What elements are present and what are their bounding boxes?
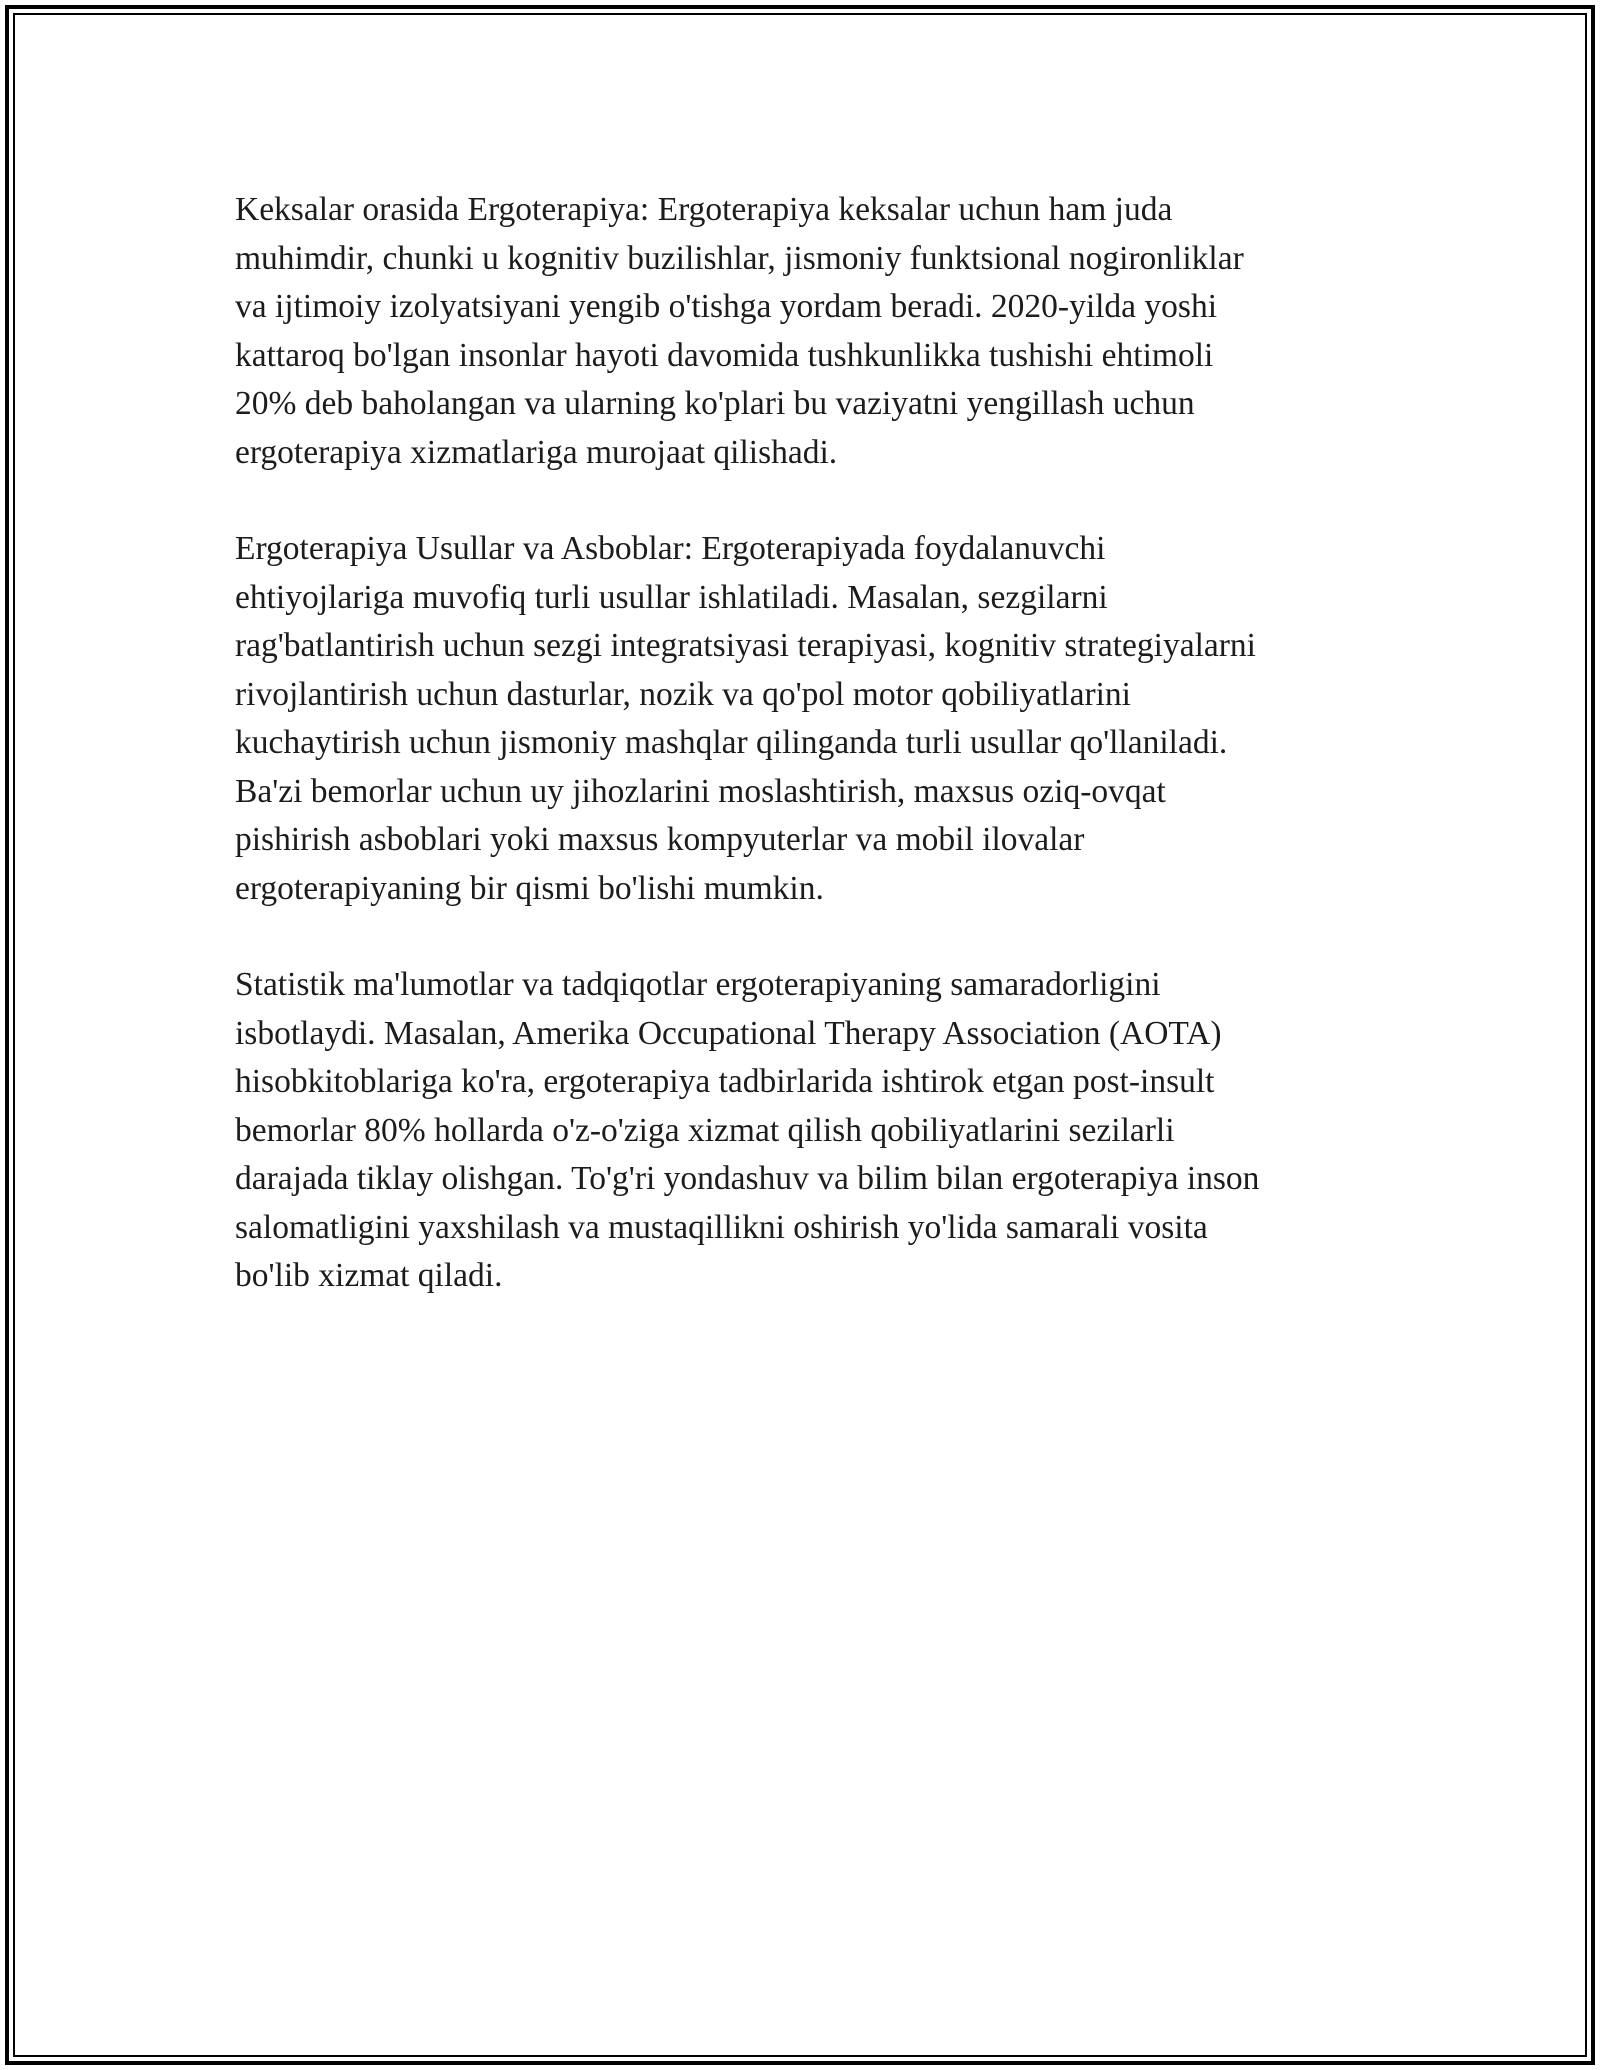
text-line: pishirish asboblari yoki maxsus kompyuterlar va mobil ilovalar <box>235 821 1085 858</box>
text-line: bo'lib xizmat qiladi. <box>235 1257 503 1294</box>
paragraph-statistics <box>235 961 1385 1301</box>
text-line: Statistik ma'lumotlar va tadqiqotlar ergoterapiyaning samaradorligini <box>235 966 1161 1003</box>
text-line: kuchaytirish uchun jismoniy mashqlar qilinganda turli usullar qo'llaniladi. <box>235 724 1228 761</box>
text-line: ergoterapiya xizmatlariga murojaat qilishadi. <box>235 433 838 471</box>
text-line: muhimdir, chunki u kognitiv buzilishlar, jismoniy funktsional nogironliklar <box>235 239 1244 277</box>
text-line: Ergoterapiya Usullar va Asboblar: Ergoterapiyada foydalanuvchi <box>235 530 1106 567</box>
text-line: ergoterapiyaning bir qismi bo'lishi mumkin. <box>235 869 824 907</box>
text-line: ehtiyojlariga muvofiq turli usullar ishlatiladi. Masalan, sezgilarni <box>235 578 1108 616</box>
text-line: darajada tiklay olishgan. To'g'ri yondashuv va bilim bilan ergoterapiya inson <box>235 1160 1260 1197</box>
text-line: kattaroq bo'lgan insonlar hayoti davomida tushkunlikka tushishi ehtimoli <box>235 336 1214 374</box>
paragraph-methods-and-tools <box>235 525 1385 913</box>
text-line: Ba'zi bemorlar uchun uy jihozlarini moslashtirish, maxsus oziq-ovqat <box>235 772 1166 810</box>
document-body <box>235 186 1385 1349</box>
text-line: va ijtimoiy izolyatsiyani yengib o'tishga yordam beradi. 2020-yilda yoshi <box>235 288 1218 325</box>
text-line: isbotlaydi. Masalan, Amerika Occupational Therapy Association (AOTA) <box>235 1014 1222 1052</box>
paragraph-elderly-ergotherapy <box>235 186 1385 477</box>
text-line: 20% deb baholangan va ularning ko'plari bu vaziyatni yengillash uchun <box>235 385 1195 422</box>
text-line: hisobkitoblariga ko'ra, ergoterapiya tadbirlarida ishtirok etgan post-insult <box>235 1063 1215 1100</box>
text-line: rivojlantirish uchun dasturlar, nozik va qo'pol motor qobiliyatlarini <box>235 675 1131 713</box>
text-line: bemorlar 80% hollarda o'z-o'ziga xizmat qilish qobiliyatlarini sezilarli <box>235 1111 1175 1149</box>
text-line: salomatligini yaxshilash va mustaqillikni oshirish yo'lida samarali vosita <box>235 1208 1208 1246</box>
text-line: rag'batlantirish uchun sezgi integratsiyasi terapiyasi, kognitiv strategiyalarni <box>235 627 1256 664</box>
text-line: Keksalar orasida Ergoterapiya: Ergoterapiya keksalar uchun ham juda <box>235 191 1173 228</box>
